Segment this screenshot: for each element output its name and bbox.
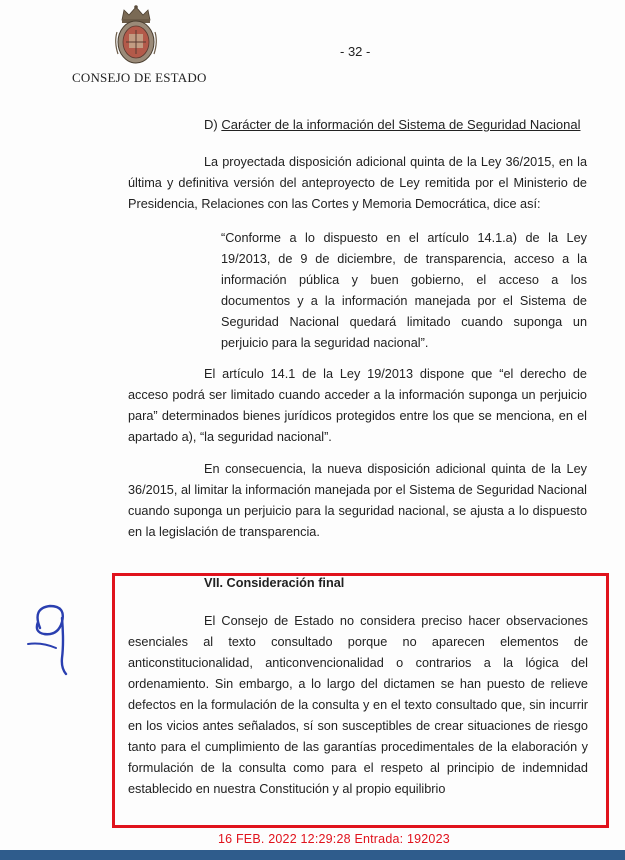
section-vii-body [128, 611, 588, 800]
quoted-provision: “Conforme a lo dispuesto en el artículo 14.1.a) de la Ley 19/2013, de 9 de diciembre, de transparencia, acceso a la información pública y buen gobierno, el acceso a los documentos y a la información manejada por el Sistema de Seguridad Nacional quedará limitado cuando suponga un perjuicio para la seguridad nacional”. [221, 231, 587, 350]
section-vii-title: VII. Consideración final [204, 576, 345, 590]
coat-of-arms-icon [112, 4, 160, 66]
page-number: - 32 - [340, 44, 371, 59]
paragraph-2-text: El artículo 14.1 de la Ley 19/2013 dispone que “el derecho de acceso podrá ser limitado cuando acceder a la información suponga un perjuicio para” determinados bienes jurídicos protegidos entre los que se menciona, en el apartado a), “la seguridad nacional”. [128, 367, 587, 444]
bottom-bar [0, 850, 625, 860]
registry-stamp: 16 FEB. 2022 12:29:28 Entrada: 192023 [218, 832, 450, 846]
paragraph-2 [128, 364, 587, 448]
paragraph-1 [128, 152, 587, 215]
section-d-heading [204, 117, 580, 132]
section-d-prefix: D) [204, 117, 222, 132]
paragraph-3-text: En consecuencia, la nueva disposición adicional quinta de la Ley 36/2015, al limitar la información manejada por el Sistema de Seguridad Nacional cuando suponga un perjuicio para la seguridad nacional, se ajusta a lo dispuesto en la legislación de transparencia. [128, 462, 587, 539]
paragraph-3 [128, 459, 587, 543]
paragraph-1-text: La proyectada disposición adicional quinta de la Ley 36/2015, en la última y definitiva versión del anteproyecto de Ley remitida por el Ministerio de Presidencia, Relaciones con las Cortes y Memoria Democrática, dice así: [128, 155, 587, 211]
handwritten-signature-icon [22, 598, 82, 678]
section-vii-body-text: El Consejo de Estado no considera preciso hacer observaciones esenciales al texto consultado porque no aparecen elementos de anticonstitucionalidad, anticonvencionalidad o contrarios a la lógica del ordenamiento. Sin embargo, a lo largo del dictamen se han puesto de relieve defectos en la formulación de la consulta y en el texto consultado que, sin incurrir en los vicios antes señalados, sí son susceptibles de crear situaciones de riesgo tanto para el cumplimiento de las garantías procedimentales de la elaboración y formulación de la consulta como para el respeto al principio de indemnidad establecido en nuestra Constitución y al propio equilibrio [128, 614, 588, 796]
organization-name: CONSEJO DE ESTADO [72, 70, 207, 85]
section-d-title: Carácter de la información del Sistema de Seguridad Nacional [221, 117, 581, 132]
